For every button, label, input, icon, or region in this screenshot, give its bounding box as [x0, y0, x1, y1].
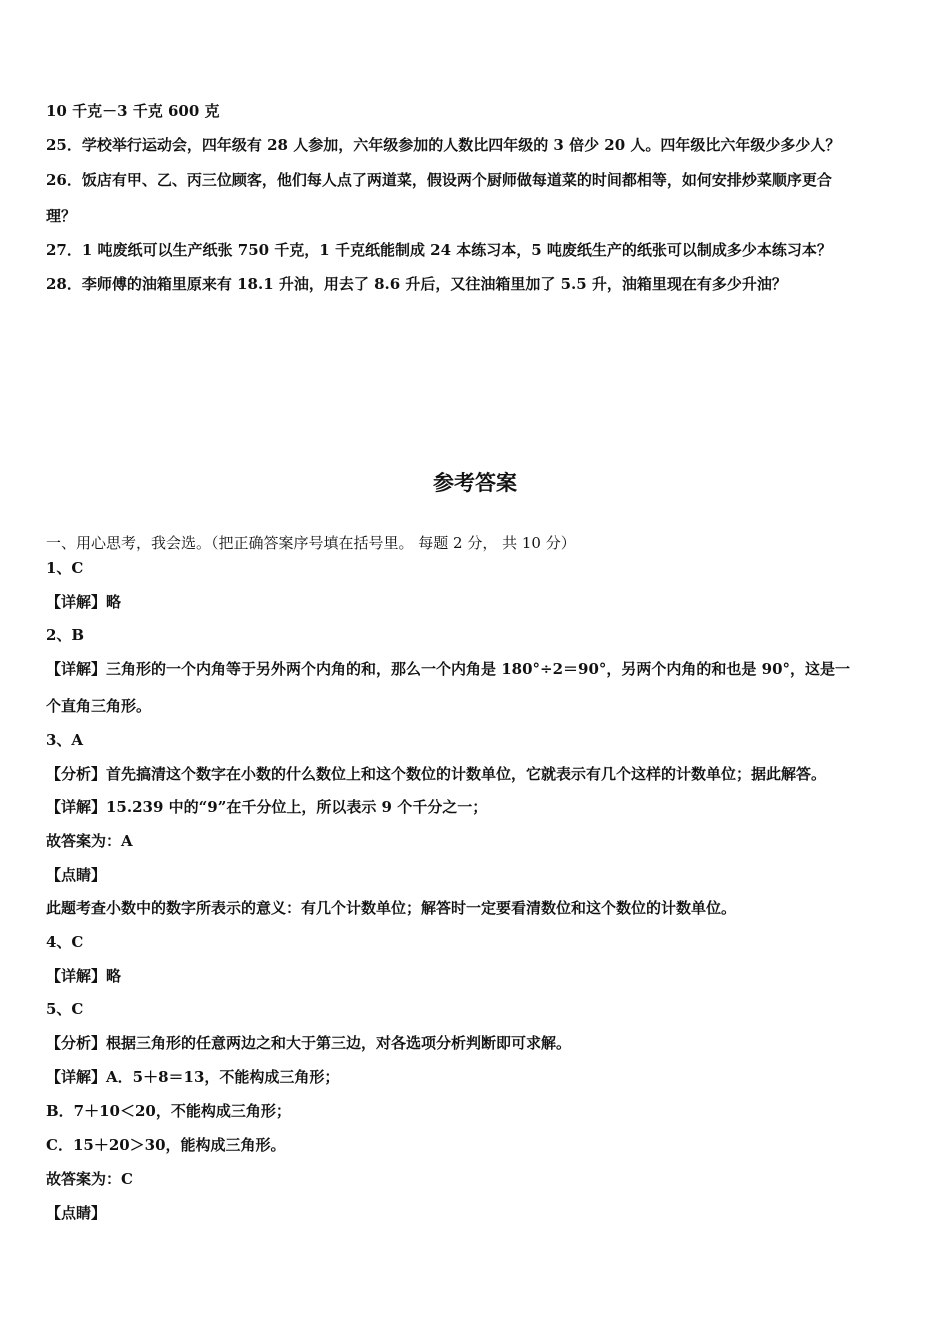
answers-title: 参考答案: [433, 470, 517, 495]
question-27: 27．1 吨废纸可以生产纸张 750 千克，1 千克纸能制成 24 本练习本，5 吨废纸生产的纸张可以制成多少本练习本？: [46, 241, 832, 259]
answer-3: 3、A: [46, 731, 84, 749]
answer-5-conclusion: 故答案为：C: [46, 1170, 133, 1188]
answer-2-detail-line1: 【详解】三角形的一个内角等于另外两个内角的和，那么一个内角是 180°÷2＝90°，另两个内角的和也是 90°，这是一: [46, 660, 851, 678]
answer-3-note-label: 【点睛】: [46, 866, 107, 884]
answer-1-detail: 【详解】略: [46, 593, 122, 611]
answer-5-detail-a: 【详解】A．5＋8＝13，不能构成三角形；: [46, 1068, 340, 1086]
answer-3-analysis: 【分析】首先搞清这个数字在小数的什么数位上和这个数位的计数单位，它就表示有几个这样的计数单位；据此解答。: [46, 765, 827, 783]
answer-2: 2、B: [46, 626, 85, 644]
answer-3-detail: 【详解】15.239 中的“9”在千分位上，所以表示 9 个千分之一；: [46, 798, 488, 816]
answer-5: 5、C: [46, 1000, 84, 1018]
question-25: 25．学校举行运动会，四年级有 28 人参加，六年级参加的人数比四年级的 3 倍少 20 人。四年级比六年级少多少人？: [46, 136, 841, 154]
question-26-line1: 26．饭店有甲、乙、丙三位顾客，他们每人点了两道菜，假设两个厨师做每道菜的时间都相等，如何安排炒菜顺序更合: [46, 171, 832, 189]
answer-5-note-label: 【点睛】: [46, 1204, 107, 1222]
question-24-tail: 10 千克－3 千克 600 克: [46, 102, 220, 120]
answer-2-detail-line2: 个直角三角形。: [46, 697, 152, 715]
answer-1: 1、C: [46, 559, 84, 577]
answer-5-detail-b: B．7＋10＜20，不能构成三角形；: [46, 1102, 291, 1120]
answer-5-detail-c: C．15＋20＞30，能构成三角形。: [46, 1136, 286, 1154]
question-26-line2: 理？: [46, 207, 77, 225]
question-28: 28．李师傅的油箱里原来有 18.1 升油，用去了 8.6 升后，又往油箱里加了 5.5 升，油箱里现在有多少升油？: [46, 275, 787, 293]
answer-5-analysis: 【分析】根据三角形的任意两边之和大于第三边，对各选项分析判断即可求解。: [46, 1034, 572, 1052]
answer-4-detail: 【详解】略: [46, 967, 122, 985]
section1-heading: 一、用心思考，我会选。（把正确答案序号填在括号里。 每题 2 分， 共 10 分）: [46, 534, 576, 552]
answer-3-conclusion: 故答案为：A: [46, 832, 133, 850]
answer-4: 4、C: [46, 933, 84, 951]
answer-3-note: 此题考查小数中的数字所表示的意义：有几个计数单位；解答时一定要看清数位和这个数位的计数单位。: [46, 899, 737, 917]
